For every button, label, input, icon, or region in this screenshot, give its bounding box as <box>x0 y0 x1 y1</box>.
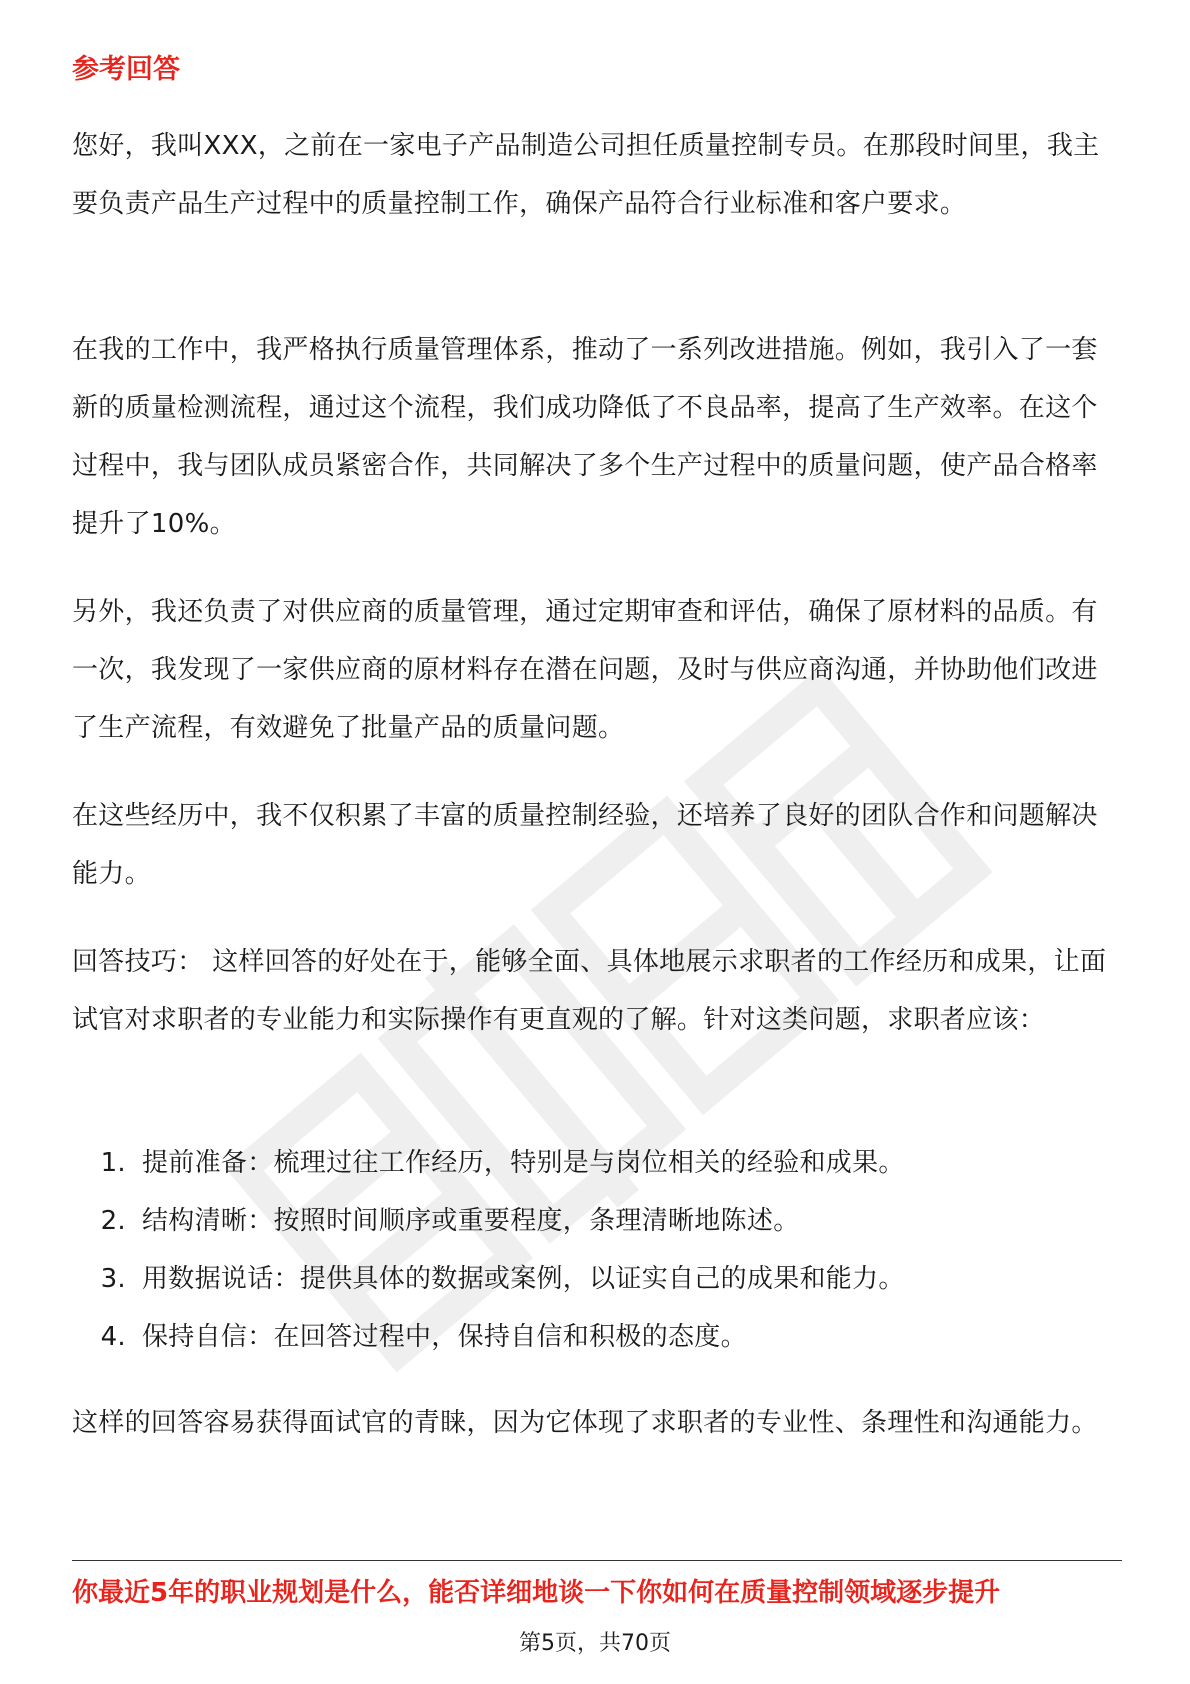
answer-paragraph-achievements: 在我的工作中，我严格执行质量管理体系，推动了一系列改进措施。例如，我引入了一套新的质量检测流程，通过这个流程，我们成功降低了不良品率，提高了生产效率。在这个过程中，我与团队成员紧密合作，共同解决了多个生产过程中的质量问题，使产品合格率提升了10%。 <box>72 335 1098 539</box>
page-indicator: 第5页，共70页 <box>519 1631 671 1656</box>
list-item <box>72 1134 1122 1192</box>
list-item-text: 保持自信：在回答过程中，保持自信和积极的态度。 <box>142 1322 747 1352</box>
divider <box>72 1560 1122 1561</box>
tips-list <box>72 1134 1122 1366</box>
answer-paragraph-conclusion: 这样的回答容易获得面试官的青睐，因为它体现了求职者的专业性、条理性和沟通能力。 <box>72 1408 1098 1438</box>
list-item-text: 结构清晰：按照时间顺序或重要程度，条理清晰地陈述。 <box>142 1206 800 1236</box>
answer-paragraph-intro: 您好，我叫XXX，之前在一家电子产品制造公司担任质量控制专员。在那段时间里，我主要负责产品生产过程中的质量控制工作，确保产品符合行业标准和客户要求。 <box>72 131 1100 219</box>
list-item-text: 用数据说话：提供具体的数据或案例，以证实自己的成果和能力。 <box>142 1264 905 1294</box>
list-item-number: 2. <box>100 1206 126 1236</box>
answer-paragraph-summary: 在这些经历中，我不仅积累了丰富的质量控制经验，还培养了良好的团队合作和问题解决能力。 <box>72 801 1098 889</box>
document-page <box>72 0 1122 1684</box>
answer-paragraph-suppliers: 另外，我还负责了对供应商的质量管理，通过定期审查和评估，确保了原材料的品质。有一次，我发现了一家供应商的原材料存在潜在问题，及时与供应商沟通，并协助他们改进了生产流程，有效避免了批量产品的质量问题。 <box>72 597 1098 743</box>
list-item <box>72 1308 1122 1366</box>
list-item-text: 提前准备：梳理过往工作经历，特别是与岗位相关的经验和成果。 <box>142 1148 905 1178</box>
list-item-number: 4. <box>100 1322 126 1352</box>
list-item-number: 3. <box>100 1264 126 1294</box>
list-item <box>72 1250 1122 1308</box>
next-question-heading: 你最近5年的职业规划是什么，能否详细地谈一下你如何在质量控制领域逐步提升 <box>72 1578 1001 1608</box>
answer-tips-intro: 回答技巧： 这样回答的好处在于，能够全面、具体地展示求职者的工作经历和成果，让面试官对求职者的专业能力和实际操作有更直观的了解。针对这类问题，求职者应该： <box>72 947 1107 1035</box>
list-item <box>72 1192 1122 1250</box>
list-item-number: 1. <box>100 1148 126 1178</box>
section-heading: 参考回答 <box>72 54 180 85</box>
